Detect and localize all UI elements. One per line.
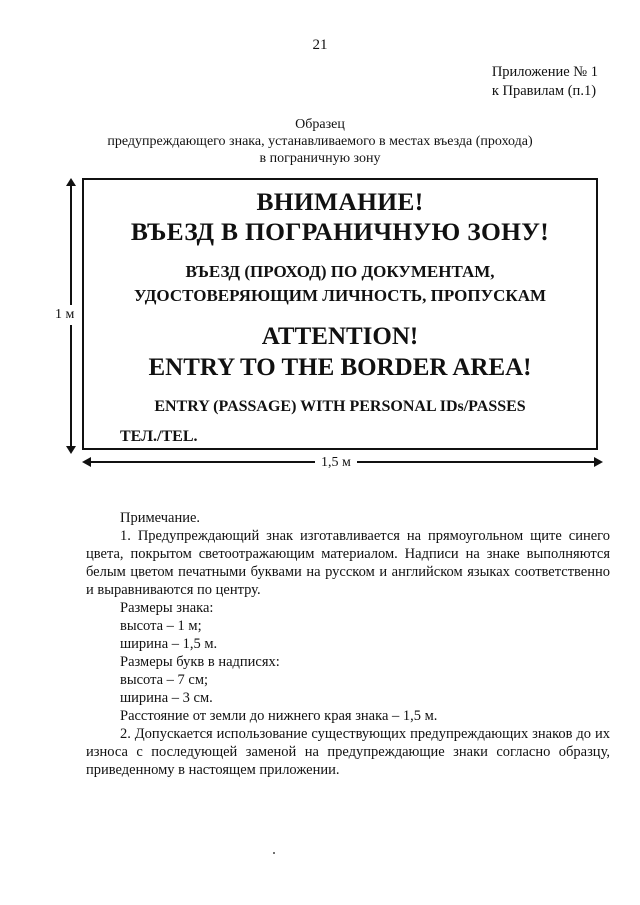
sign-sizes-heading: Размеры знака: — [120, 600, 214, 616]
note-paragraph-2: 2. Допускается использование существующих предупреждающих знаков до их износа с последующей заменой на предупреждающие знаки согласно образцу, приведенному в настоящем приложении. — [86, 726, 610, 778]
sign-width-value: ширина – 1,5 м. — [120, 636, 218, 652]
sign-ru-subtitle-2: УДОСТОВЕРЯЮЩИМ ЛИЧНОСТЬ, ПРОПУСКАМ — [133, 286, 547, 305]
sign-ru-subtitle-1: ВЪЕЗД (ПРОХОД) ПО ДОКУМЕНТАМ, — [185, 262, 495, 281]
arrow-left-icon — [82, 457, 91, 467]
document-title — [0, 116, 640, 167]
height-label: 1 м — [54, 305, 75, 325]
warning-sign-sample — [82, 178, 598, 450]
arrow-right-icon — [594, 457, 603, 467]
note-heading: Примечание. — [120, 510, 201, 526]
appendix-line-2: к Правилам (п.1) — [491, 83, 597, 99]
page-mark — [273, 852, 275, 854]
appendix-line-1: Приложение № 1 — [491, 64, 598, 80]
sign-en-title-1: ATTENTION! — [261, 323, 419, 350]
title-line-3: в пограничную зону — [259, 151, 381, 166]
sign-ru-title-1: ВНИМАНИЕ! — [256, 187, 424, 216]
page-number: 21 — [312, 37, 328, 53]
note-paragraph-1: 1. Предупреждающий знак изготавливается на прямоугольном щите синего цвета, покрытом светоотражающим материалом. Надписи на знаке выполняются белым цветом печатными буквами на русском и английском языках соответственно и выравниваются по центру. — [86, 528, 610, 598]
arrow-up-icon — [66, 178, 76, 186]
arrow-down-icon — [66, 446, 76, 454]
sign-height-value: высота – 1 м; — [120, 618, 202, 634]
sign-en-subtitle: ENTRY (PASSAGE) WITH PERSONAL IDs/PASSES — [154, 398, 526, 415]
letter-height-value: высота – 7 см; — [120, 672, 209, 688]
appendix-reference — [492, 63, 598, 101]
sign-en-title-2: ENTRY TO THE BORDER AREA! — [148, 354, 532, 381]
title-line-2: предупреждающего знака, устанавливаемого в местах въезда (прохода) — [107, 134, 533, 149]
sign-ru-title-2: ВЪЕЗД В ПОГРАНИЧНУЮ ЗОНУ! — [130, 217, 550, 246]
letter-sizes-heading: Размеры букв в надписях: — [120, 654, 280, 670]
ground-distance: Расстояние от земли до нижнего края знака – 1,5 м. — [120, 708, 438, 724]
sign-tel: ТЕЛ./TEL. — [120, 428, 198, 445]
width-label: 1,5 м — [315, 454, 357, 471]
notes-section — [86, 509, 610, 779]
letter-width-value: ширина – 3 см. — [120, 690, 213, 706]
title-line-1: Образец — [295, 117, 345, 132]
